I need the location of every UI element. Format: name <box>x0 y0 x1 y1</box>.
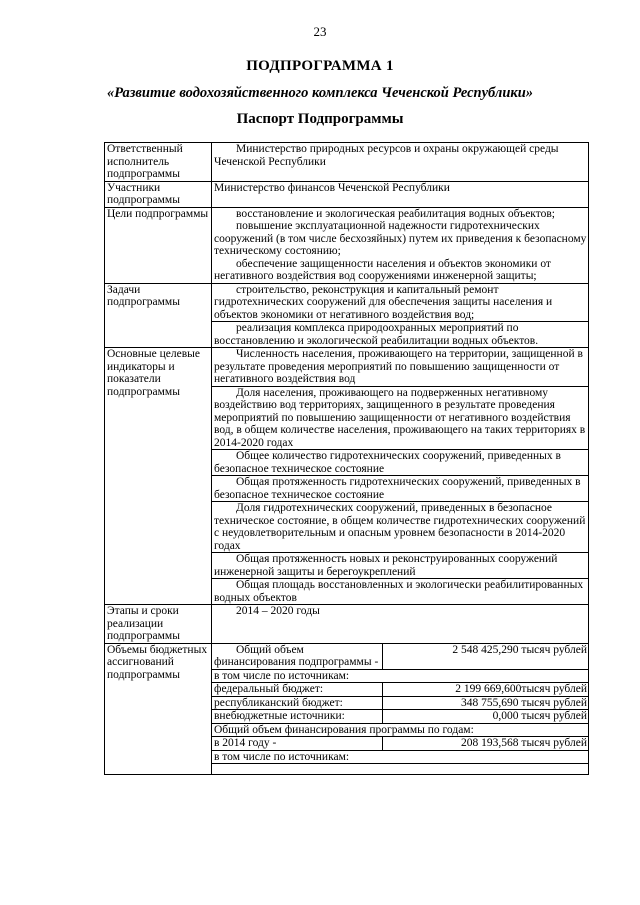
goal-item: восстановление и экологическая реабилитация водных объектов; <box>236 207 555 220</box>
task-item: реализация комплекса природоохранных мероприятий по восстановлению и экологической реабилитации водных объектов. <box>212 322 589 348</box>
value-participants: Министерство финансов Чеченской Республики <box>212 181 589 207</box>
row-responsible <box>105 143 589 182</box>
label-goals: Цели подпрограммы <box>105 207 212 283</box>
row-tasks <box>105 283 589 322</box>
funding-republic-value: 348 755,690 тысяч рублей <box>383 696 589 710</box>
label-participants: Участники подпрограммы <box>105 181 212 207</box>
label-tasks: Задачи подпрограммы <box>105 283 212 348</box>
row-goals <box>105 207 589 283</box>
goal-item: обеспечение защищенности населения и объектов экономики от негативного воздействия вод сооружениями инженерной защиты; <box>214 257 551 282</box>
funding-sources-label-2: в том числе по источникам: <box>212 750 589 764</box>
label-indicators: Основные целевые индикаторы и показатели подпрограммы <box>105 348 212 605</box>
indicator-item: Общее количество гидротехнических сооружений, приведенных в безопасное техническое состояние <box>212 450 589 476</box>
label-responsible: Ответственный исполнитель подпрограммы <box>105 143 212 182</box>
label-stages: Этапы и сроки реализации подпрограммы <box>105 605 212 644</box>
funding-by-years-label: Общий объем финансирования программы по годам: <box>212 723 589 737</box>
subprogram-name: «Развитие водохозяйственного комплекса Чеченской Республики» <box>106 85 534 101</box>
passport-heading: Паспорт Подпрограммы <box>236 111 404 127</box>
goal-item: повышение эксплуатационной надежности гидротехнических сооружений (в том числе бесхозяйных) путем их приведения к безопасному техническому состоянию; <box>214 220 587 257</box>
value-responsible: Министерство природных ресурсов и охраны окружающей среды Чеченской Республики <box>212 143 589 182</box>
subprogram-title: ПОДПРОГРАММА 1 <box>246 58 394 74</box>
indicator-item: Общая протяженность новых и реконструированных сооружений инженерной защиты и берегоукреплений <box>212 553 589 579</box>
task-item: строительство, реконструкция и капитальный ремонт гидротехнических сооружений для обеспечения защиты населения и объектов экономики от негативного воздействия вод; <box>212 283 589 322</box>
value-goals <box>212 207 589 283</box>
funding-continuation <box>212 764 589 775</box>
row-indicators <box>105 348 589 387</box>
page-number: 23 <box>313 24 327 39</box>
funding-federal-value: 2 199 669,600тысяч рублей <box>383 683 589 697</box>
indicator-item: Общая протяженность гидротехнических сооружений, приведенных в безопасное техническое состояние <box>212 476 589 502</box>
funding-extra-label: внебюджетные источники: <box>212 710 383 724</box>
funding-total-value: 2 548 425,290 тысяч рублей <box>383 643 589 669</box>
indicator-item: Общая площадь восстановленных и экологически реабилитированных водных объектов <box>212 579 589 605</box>
indicator-item: Доля населения, проживающего на подверженных негативному воздействию вод территориях, защищенного в результате проведения мероприятий по повышению защищенности от негативного воздействия вод, в общем количестве населения, проживающего на таких территориях в 2014-2020 годах <box>212 386 589 450</box>
funding-extra-value: 0,000 тысяч рублей <box>383 710 589 724</box>
funding-federal-label: федеральный бюджет: <box>212 683 383 697</box>
row-participants <box>105 181 589 207</box>
funding-republic-label: республиканский бюджет: <box>212 696 383 710</box>
passport-table <box>104 142 589 775</box>
funding-total-label: Общий объем финансирования подпрограммы - <box>212 643 383 669</box>
value-stages: 2014 – 2020 годы <box>212 605 589 644</box>
funding-2014-value: 208 193,568 тысяч рублей <box>383 737 589 751</box>
row-funding <box>105 643 589 669</box>
funding-2014-label: в 2014 году - <box>212 737 383 751</box>
funding-sources-label: в том числе по источникам: <box>212 669 589 683</box>
indicator-item: Доля гидротехнических сооружений, приведенных в безопасное техническое состояние, в общем количестве гидротехнических сооружений с неудовлетворительным и опасным уровнем безопасности в 2014-2020 годах <box>212 502 589 553</box>
indicator-item: Численность населения, проживающего на территории, защищенной в результате проведения мероприятий по повышению защищенности от негативного воздействия вод <box>212 348 589 387</box>
label-funding: Объемы бюджетных ассигнований подпрограммы <box>105 643 212 775</box>
row-stages <box>105 605 589 644</box>
